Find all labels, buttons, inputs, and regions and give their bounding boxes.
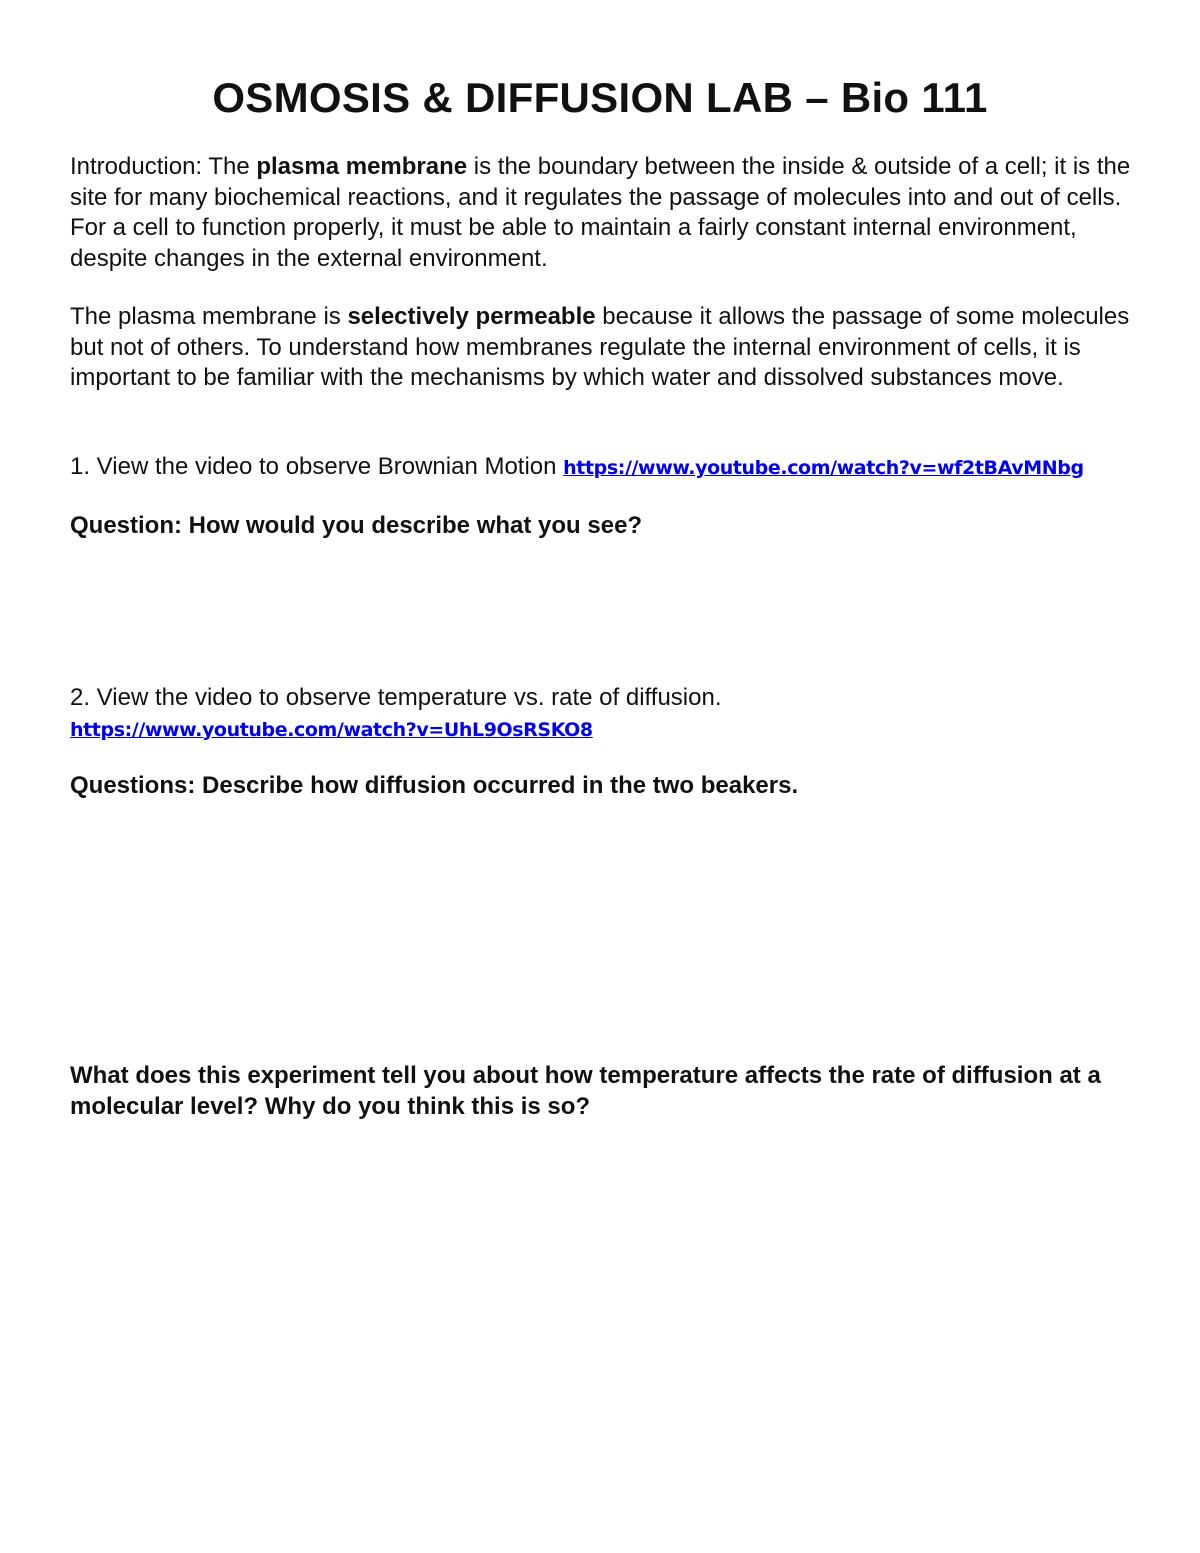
step2-paragraph	[70, 683, 1150, 745]
step2-text: 2. View the video to observe temperature vs. rate of diffusion.	[70, 684, 722, 711]
page-title: OSMOSIS & DIFFUSION LAB – Bio 111	[212, 74, 988, 121]
intro-paragraph	[70, 152, 1150, 274]
permeable-paragraph	[70, 302, 1150, 394]
step1-question: Question: How would you describe what you see?	[70, 512, 643, 539]
step1-paragraph	[70, 452, 1150, 484]
permeable-prefix: The plasma membrane is	[70, 303, 348, 330]
final-question: What does this experiment tell you about how temperature affects the rate of diffusion at a molecular level? Why do you think this is so?	[70, 1062, 1101, 1120]
intro-prefix: Introduction: The	[70, 153, 257, 180]
step1-text: 1. View the video to observe Brownian Motion	[70, 453, 564, 480]
temperature-diffusion-video-link[interactable]: https://www.youtube.com/watch?v=UhL9OsRSKO8	[70, 718, 593, 741]
intro-term-plasma-membrane: plasma membrane	[256, 153, 468, 180]
brownian-motion-video-link[interactable]: https://www.youtube.com/watch?v=wf2tBAvMNbg	[563, 457, 1084, 479]
permeable-body: because it allows the passage of some molecules but not of others. To understand how membranes regulate the internal environment of cells, it is important to be familiar with the mechanisms by which water and dissolved substances move.	[70, 303, 1130, 391]
intro-body: is the boundary between the inside & outside of a cell; it is the site for many biochemical reactions, and it regulates the passage of molecules into and out of cells. For a cell to function properly, it must be able to maintain a fairly constant internal environment, despite changes in the external environment.	[70, 153, 1131, 272]
step2-question: Questions: Describe how diffusion occurred in the two beakers.	[70, 772, 799, 799]
permeable-term-selectively-permeable: selectively permeable	[347, 303, 596, 330]
